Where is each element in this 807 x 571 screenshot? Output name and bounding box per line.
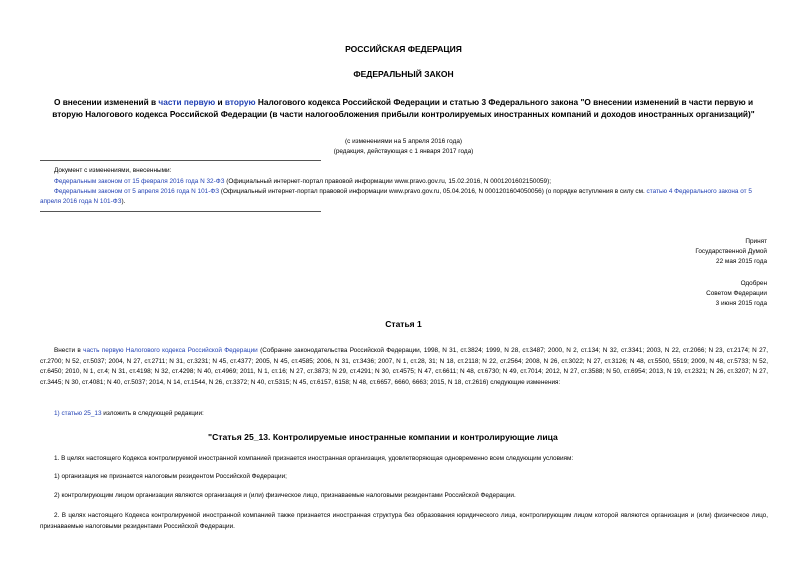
adoption-council: Одобрен Советом Федерации 3 июня 2015 года — [706, 280, 767, 307]
link-law-32fz[interactable]: Федеральным законом от 15 февраля 2016 года N 32-ФЗ — [54, 178, 225, 185]
article-1-heading: Статья 1 — [385, 319, 422, 329]
law-type-heading: ФЕДЕРАЛЬНЫЙ ЗАКОН — [353, 69, 454, 79]
changes-top-rule — [40, 160, 321, 161]
changes-bottom-rule — [40, 211, 321, 212]
link-tax-code-part-one[interactable]: часть первую Налогового кодекса Российской Федерации — [83, 347, 258, 354]
law-title: О внесении изменений в части первую и вторую Налогового кодекса Российской Федерации и статью 3 Федерального закона "О внесении изменений в части первую и вторую Налогового кодекса Российской Федерации (в части налогообложения прибыли контролируемых иностранных компаний и доходов иностранных организаций)" — [52, 97, 755, 119]
new-article-title: "Статья 25_13. Контролируемые иностранные компании и контролирующие лица — [208, 432, 558, 442]
adoption-duma: Принят Государственной Думой 22 мая 2015 года — [695, 238, 767, 265]
country-heading: РОССИЙСКАЯ ФЕДЕРАЦИЯ — [345, 44, 462, 54]
article-1-intro: Внести в часть первую Налогового кодекса Российской Федерации (Собрание законодательства Российской Федерации, 1998, N 31, ст.3824; 1999, N 28, ст.3487; 2000, N 2, ст.134; N 32, ст.3341; 2003, N 22, ст.2066; N 23, ст.2174; N 27, ст.2700; N 52, ст.5037; 2004, N 27, ст.2711; N 31, ст.3231; N 45, ст.4377; 2005, N 45, ст.4585; 2006, N 31, ст.3436; 2007, N 1, ст.28, 31; N 18, ст.2118; N 22, ст.2564; 2008, N 26, ст.3022; N 27, ст.3126; N 48, ст.5500, 5519; 2009, N 48, ст.5733; N 52, ст.6450; 2010, N 1, ст.4; N 31, ст.4198; N 32, ст.4298; N 40, ст.4969; 2011, N 1, ст.16; N 27, ст.3873; N 29, ст.4291; N 30, ст.4575; N 47, ст.6611; N 48, ст.6730; N 49, ст.7014; 2012, N 27, ст.3588; N 50, ст.6954; 2013, N 19, ст.2321; N 26, ст.3207; N 27, ст.3445; N 30, ст.4081; N 40, ст.5037; 2014, N 14, ст.1544, N 26, ст.3372; N 40, ст.5315; N 45, ст.6157, 6158; N 48, ст.6657, 6660, 6663; 2015, N 18, ст.2616) следующие изменения: — [40, 347, 769, 386]
changes-intro: Документ с изменениями, внесенными: — [54, 167, 172, 174]
link-article-25-13[interactable]: статью 25_13 — [61, 410, 102, 417]
paragraph-1-item-1: 1) организация не признается налоговым резидентом Российской Федерации; — [54, 473, 287, 480]
paragraph-1-item-2: 2) контролирующим лицом организации являются организация и (или) физическое лицо, признаваемые налоговыми резидентами Российской Федерации. — [54, 492, 516, 499]
point-1: 1) статью 25_13 изложить в следующей редакции: — [54, 410, 204, 417]
edition-note: (редакция, действующая с 1 января 2017 года) — [333, 148, 474, 155]
changes-item-1: Федеральным законом от 15 февраля 2016 года N 32-ФЗ (Официальный интернет-портал правовой информации www.pravo.gov.ru, 15.02.2016, N 0001201602150059); — [54, 178, 552, 185]
link-article-4-law-101fz[interactable]: статью 4 Федерального закона от 5 апреля 2016 года N 101-ФЗ — [40, 188, 752, 205]
link-law-101fz[interactable]: Федеральным законом от 5 апреля 2016 года N 101-ФЗ — [54, 188, 220, 195]
paragraph-1: 1. В целях настоящего Кодекса контролируемой иностранной компанией признается иностранная организация, удовлетворяющая одновременно всем следующим условиям: — [54, 455, 574, 462]
link-part-one[interactable]: части первую — [158, 97, 216, 107]
amendment-note: (с изменениями на 5 апреля 2016 года) — [345, 138, 462, 145]
paragraph-2: 2. В целях настоящего Кодекса контролируемой иностранной компанией также признается иностранная структура без образования юридического лица, контролирующим лицом которой являются организация и (или) физическое лицо, признаваемые налоговыми резидентами Российской Федерации. — [40, 512, 768, 530]
link-part-two[interactable]: вторую — [224, 97, 256, 107]
changes-item-2: Федеральным законом от 5 апреля 2016 года N 101-ФЗ (Официальный интернет-портал правовой информации www.pravo.gov.ru, 05.04.2016, N 0001201604050056) (о порядке вступления в силу см. статью 4 Федерального закона от 5 апреля 2016 года N 101-ФЗ). — [40, 188, 752, 205]
